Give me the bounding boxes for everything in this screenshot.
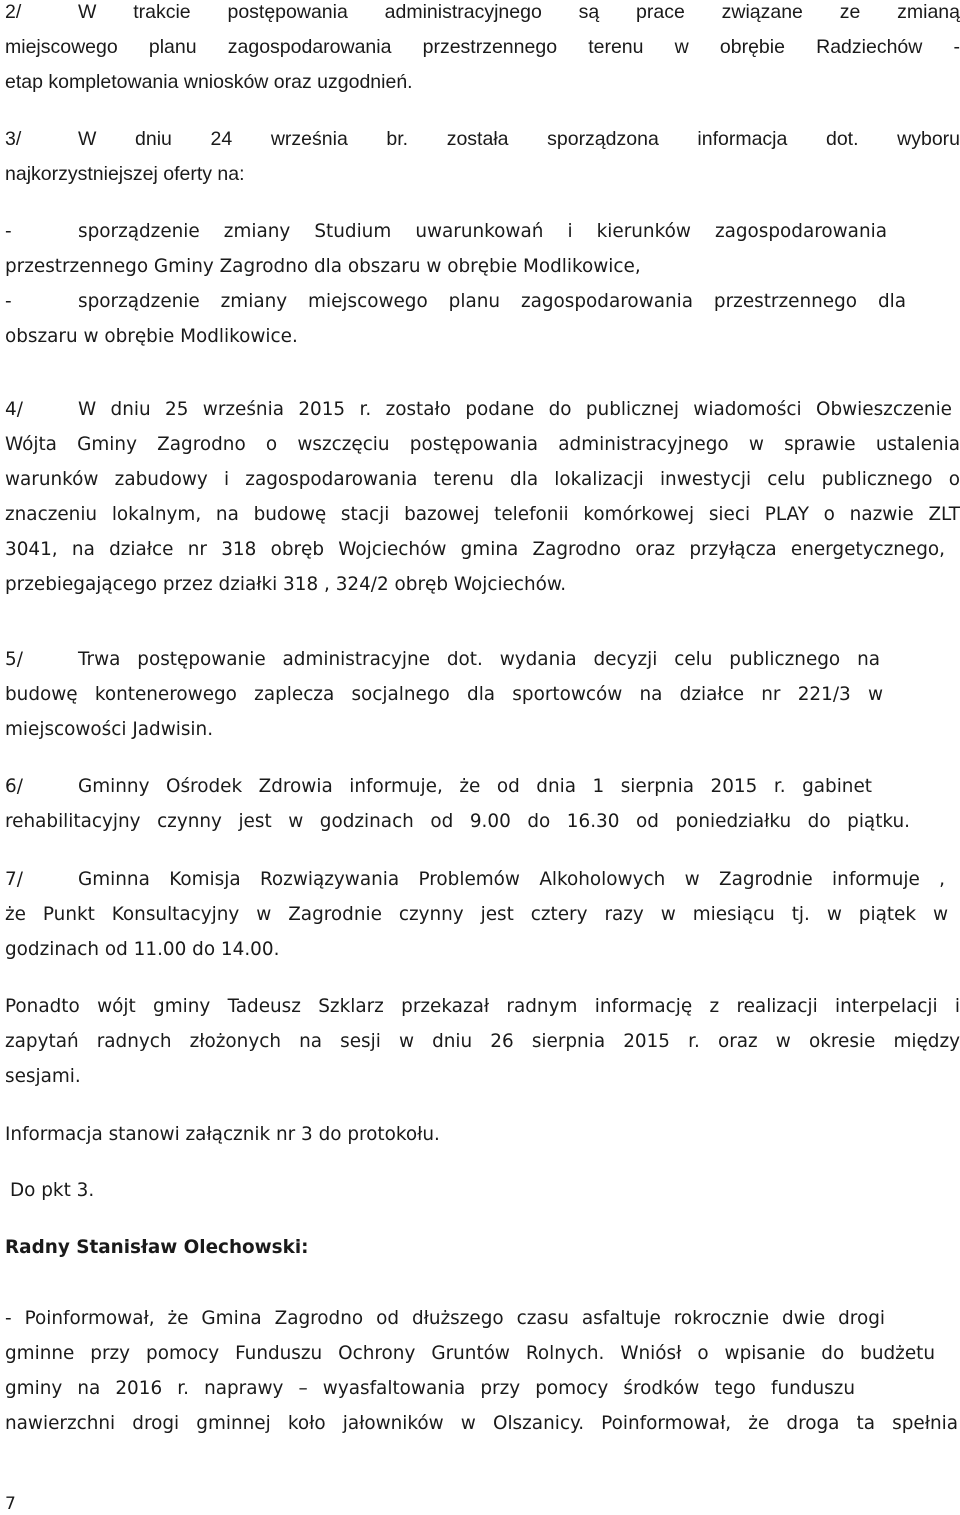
- list-item: [5, 284, 960, 319]
- paragraph-line: W dniu 25 września 2015 r. zostało podane do publicznej wiadomości Obwieszczenie: [78, 399, 952, 420]
- paragraph-line: Informacja stanowi załącznik nr 3 do protokołu.: [5, 1124, 440, 1145]
- item-number: 4/: [5, 399, 23, 420]
- paragraph-line: nawierzchni drogi gminnej koło jałowników w Olszanicy. Poinformował, że droga ta spełnia: [5, 1413, 958, 1434]
- paragraph-line: godzinach od 11.00 do 14.00.: [5, 939, 280, 960]
- speaker-name: Radny Stanisław Olechowski:: [5, 1237, 309, 1258]
- paragraph-line: Wójta Gminy Zagrodno o wszczęciu postępowania administracyjnego w sprawie ustalenia: [5, 434, 960, 455]
- paragraph-line: znaczeniu lokalnym, na budowę stacji bazowej telefonii komórkowej sieci PLAY o nazwie ZLT: [5, 504, 960, 525]
- paragraph-line: sesjami.: [5, 1066, 81, 1087]
- paragraph-item-2: [5, 0, 960, 100]
- speaker-heading: [5, 1230, 960, 1265]
- list-item-text: przestrzennego Gminy Zagrodno dla obszaru w obrębie Modlikowice,: [5, 256, 641, 277]
- paragraph-line: etap kompletowania wniosków oraz uzgodnień.: [5, 71, 413, 93]
- dash-marker: -: [5, 291, 12, 312]
- page-number: 7: [5, 1494, 16, 1514]
- paragraph-line: 3041, na działce nr 318 obręb Wojciechów gmina Zagrodno oraz przyłącza energetycznego,: [5, 539, 945, 560]
- paragraph-line: Ponadto wójt gminy Tadeusz Szklarz przekazał radnym informację z realizacji interpelacji i: [5, 996, 960, 1017]
- dash-marker: -: [5, 221, 12, 242]
- section-heading: [10, 1173, 960, 1208]
- list-item-text: sporządzenie zmiany Studium uwarunkowań i kierunków zagospodarowania: [78, 221, 887, 242]
- paragraph-interpellations: [5, 989, 960, 1094]
- paragraph-speech: [5, 1301, 960, 1441]
- item-number: 2/: [5, 1, 22, 23]
- paragraph-line: W trakcie postępowania administracyjnego są prace związane ze zmianą: [78, 1, 960, 23]
- paragraph-line: Trwa postępowanie administracyjne dot. wydania decyzji celu publicznego na: [78, 649, 880, 670]
- offer-list: [5, 214, 960, 354]
- paragraph-line: gminy na 2016 r. naprawy – wyasfaltowania przy pomocy środków tego funduszu: [5, 1378, 855, 1399]
- paragraph-line: W dniu 24 września br. została sporządzona informacja dot. wyboru: [78, 128, 960, 150]
- paragraph-attachment: [5, 1117, 960, 1152]
- paragraph-line: przebiegającego przez działki 318 , 324/2 obręb Wojciechów.: [5, 574, 567, 595]
- list-item-text: sporządzenie zmiany miejscowego planu zagospodarowania przestrzennego dla: [78, 291, 906, 312]
- paragraph-line: gminne przy pomocy Funduszu Ochrony Gruntów Rolnych. Wniósł o wpisanie do budżetu: [5, 1343, 935, 1364]
- item-number: 3/: [5, 128, 22, 150]
- paragraph-line: warunków zabudowy i zagospodarowania terenu dla lokalizacji inwestycji celu publicznego o: [5, 469, 960, 490]
- section-label: Do pkt 3.: [10, 1180, 95, 1201]
- paragraph-line: Gminny Ośrodek Zdrowia informuje, że od dnia 1 sierpnia 2015 r. gabinet: [78, 776, 872, 797]
- paragraph-line: rehabilitacyjny czynny jest w godzinach od 9.00 do 16.30 od poniedziałku do piątku.: [5, 811, 910, 832]
- list-item: [5, 214, 960, 249]
- paragraph-line: najkorzystniejszej oferty na:: [5, 163, 245, 185]
- item-number: 5/: [5, 649, 23, 670]
- paragraph-line: Gminna Komisja Rozwiązywania Problemów Alkoholowych w Zagrodnie informuje ,: [78, 869, 945, 890]
- item-number: 6/: [5, 776, 23, 797]
- paragraph-line: miejscowego planu zagospodarowania przestrzennego terenu w obrębie Radziechów -: [5, 36, 960, 58]
- list-item-text: obszaru w obrębie Modlikowice.: [5, 326, 298, 347]
- paragraph-item-7: [5, 862, 960, 967]
- paragraph-line: miejscowości Jadwisin.: [5, 719, 214, 740]
- paragraph-item-5: [5, 642, 960, 747]
- paragraph-line: zapytań radnych złożonych na sesji w dniu 26 sierpnia 2015 r. oraz w okresie między: [5, 1031, 960, 1052]
- paragraph-item-3: [5, 122, 960, 192]
- paragraph-line: - Poinformował, że Gmina Zagrodno od dłuższego czasu asfaltuje rokrocznie dwie drogi: [5, 1308, 885, 1329]
- paragraph-item-6: [5, 769, 960, 839]
- item-number: 7/: [5, 869, 23, 890]
- paragraph-item-4: [5, 392, 960, 602]
- paragraph-line: budowę kontenerowego zaplecza socjalnego dla sportowców na działce nr 221/3 w: [5, 684, 883, 705]
- paragraph-line: że Punkt Konsultacyjny w Zagrodnie czynny jest cztery razy w miesiącu tj. w piątek w: [5, 904, 948, 925]
